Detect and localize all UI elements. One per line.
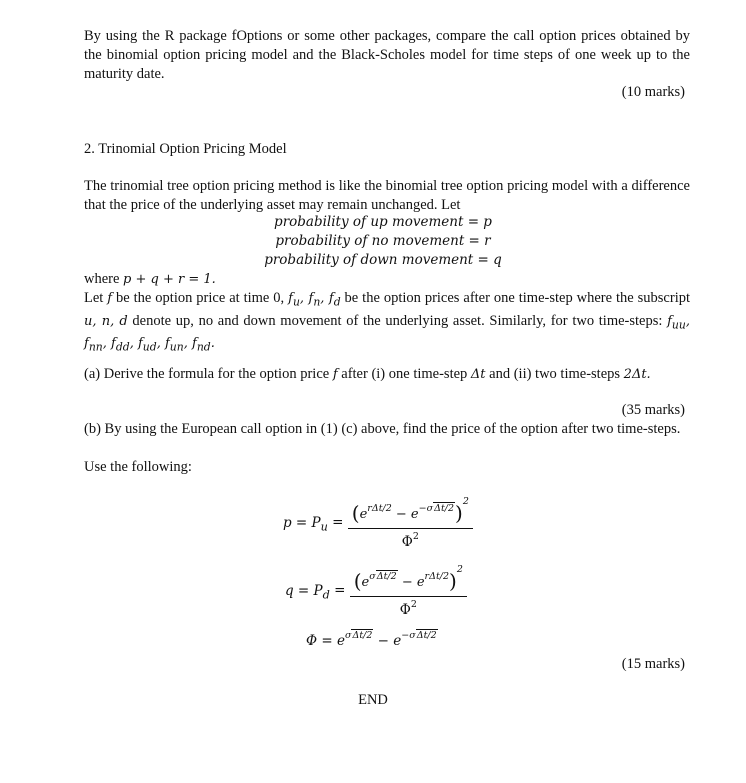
part-a-text-1: (a) Derive the formula for the option price xyxy=(84,366,333,382)
q-lhs-sub: d xyxy=(322,588,330,602)
p-denominator: $\Phi^2$ xyxy=(401,531,419,550)
where-prefix: where xyxy=(84,271,124,287)
q-equals: = xyxy=(334,582,346,599)
part-b-marks: (15 marks) xyxy=(621,656,685,672)
part-b-use: Use the following: xyxy=(84,459,192,475)
phi-minus: − e xyxy=(373,633,402,649)
end-label: END xyxy=(358,692,388,708)
trinomial-paragraph: The trinomial tree option pricing method is like the binomial tree option pricing model with a difference that the price of the underlying asset may remain unchanged. Let xyxy=(84,178,690,213)
two-steps-vars: $f_{uu}$, $f_{nn}$, $f_{dd}$, $f_{ud}$, $f_{un}$, $f_{nd}$. xyxy=(84,313,690,354)
intro-marks: (10 marks) xyxy=(621,84,685,100)
q-den-phi: Φ xyxy=(399,602,411,618)
p-den-phi: Φ xyxy=(401,534,413,550)
where-equation: p + q + r = 1. xyxy=(123,272,216,287)
formula-p xyxy=(283,496,473,550)
part-a-text-2: after (i) one time-step xyxy=(337,366,471,382)
part-a-text-3: and (ii) two time-steps xyxy=(485,366,624,382)
formula-phi: $\Phi = e^{\sigma\Delta t/2} - e^{-\sigma\Delta t/2}$ xyxy=(306,630,437,649)
formula-q xyxy=(285,564,467,618)
part-a-f: f xyxy=(332,367,338,382)
where-line xyxy=(84,270,690,289)
q-numerator: $(e^{\sigma\Delta t/2} - e^{r\Delta t/2})^2$ xyxy=(353,564,463,593)
let-f: f xyxy=(107,291,113,306)
part-a-marks: (35 marks) xyxy=(621,402,685,418)
part-b: (b) By using the European call option in (1) (c) above, find the price of the option after two time-steps. xyxy=(84,421,681,437)
section-heading: 2. Trinomial Option Pricing Model xyxy=(84,141,287,157)
part-a-dt: Δt xyxy=(470,367,486,382)
let-fu: $f_u$, xyxy=(288,291,309,309)
p-lhs-text: p = P xyxy=(283,514,321,531)
let-und: u, n, d xyxy=(84,313,128,329)
q-lhs-text: q = P xyxy=(285,582,323,599)
part-a xyxy=(84,365,690,384)
let-fn: $f_n$, xyxy=(308,291,329,309)
let-paragraph xyxy=(84,289,690,357)
q-denominator: $\Phi^2$ xyxy=(399,599,417,618)
p-lhs-sub: u xyxy=(320,520,328,534)
formula-q-lhs xyxy=(285,582,330,602)
formula-p-fraction xyxy=(348,496,473,550)
formula-q-fraction xyxy=(350,564,467,618)
let-text-3: denote up, no and down movement of the underlying asset. Similarly, for two time-steps: xyxy=(127,312,668,329)
eq-no: probability of no movement = r xyxy=(275,233,491,249)
p-numerator: $(e^{r\Delta t/2} - e^{-\sigma\Delta t/2})^2$ xyxy=(351,496,469,525)
eq-down: probability of down movement = q xyxy=(264,252,502,268)
part-a-2dt: 2Δt. xyxy=(623,367,651,382)
intro-paragraph: By using the R package fOptions or some other packages, compare the call option prices obtained by the binomial option pricing model and the Black-Scholes model for time steps of one week up to the maturity date. xyxy=(84,28,690,82)
formula-p-lhs xyxy=(283,514,328,534)
let-text-1: be the option price at time 0, xyxy=(112,290,289,306)
let-fd: $f_d$ xyxy=(328,291,341,309)
let-text-2: be the option prices after one time-step where the subscript xyxy=(340,290,691,306)
p-equals: = xyxy=(332,514,344,531)
let-prefix: Let xyxy=(84,290,108,306)
eq-up: probability of up movement = p xyxy=(274,214,492,230)
fu-f: f xyxy=(288,291,293,306)
phi-lhs: Φ = e xyxy=(306,633,345,649)
